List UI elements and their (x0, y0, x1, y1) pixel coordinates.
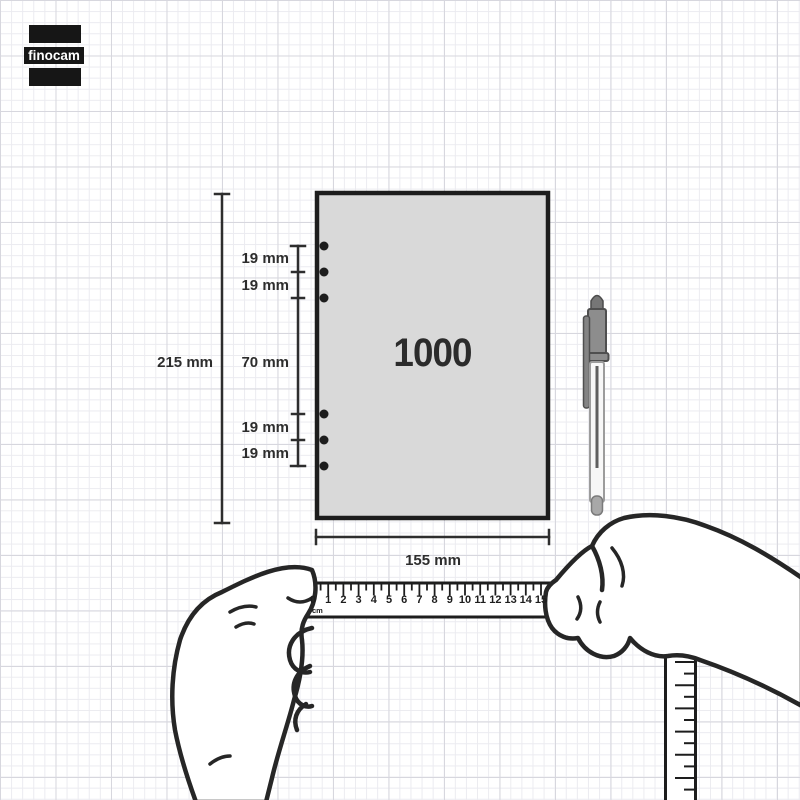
hole-spacing-label-5: 19 mm (241, 445, 289, 462)
hole-spacing-label-4: 19 mm (241, 419, 289, 436)
left-hand-illustration (172, 567, 315, 800)
punch-hole (320, 436, 329, 445)
brand-logo (24, 25, 84, 86)
hole-spacing-measure-line (291, 246, 305, 466)
ruler-number: 11 (474, 594, 487, 606)
ruler-number: 4 (370, 594, 377, 606)
ruler-number: 13 (504, 594, 517, 606)
punch-hole (320, 242, 329, 251)
ruler-number: 3 (355, 594, 362, 606)
width-measure-line (316, 530, 549, 544)
logo-text: finocam (28, 48, 80, 63)
hole-spacing-label-2: 19 mm (241, 277, 289, 294)
hole-spacing-label-3: 70 mm (241, 354, 289, 371)
ruler-number: 12 (489, 594, 502, 606)
hole-spacing-label-1: 19 mm (241, 250, 289, 267)
ruler-number: 1 (325, 594, 332, 606)
ruler-number: 14 (519, 594, 532, 606)
ruler-number: 7 (416, 594, 423, 606)
punch-hole (320, 410, 329, 419)
punch-hole (320, 294, 329, 303)
ruler-number: 2 (340, 594, 347, 606)
height-label: 215 mm (157, 354, 213, 371)
ruler-number: 5 (385, 594, 393, 606)
sheet-model-number: 1000 (393, 331, 472, 375)
pen-icon (584, 296, 609, 516)
ruler-number: 8 (431, 594, 438, 606)
ruler-number: 10 (458, 594, 472, 606)
vertical-ruler (664, 650, 697, 800)
ruler-number: 9 (446, 594, 453, 606)
height-measure-line (215, 194, 229, 523)
ruler-unit-label: cm (312, 606, 323, 615)
ruler-number: 6 (401, 594, 408, 606)
punch-hole (320, 268, 329, 277)
logo-bar-top (29, 25, 81, 43)
ruler-number: 0 (309, 594, 317, 606)
width-label: 155 mm (405, 552, 461, 569)
ruler-number: 15 (534, 594, 548, 606)
punch-hole (320, 462, 329, 471)
logo-bar-middle (24, 47, 84, 64)
logo-bar-bottom (29, 68, 81, 86)
